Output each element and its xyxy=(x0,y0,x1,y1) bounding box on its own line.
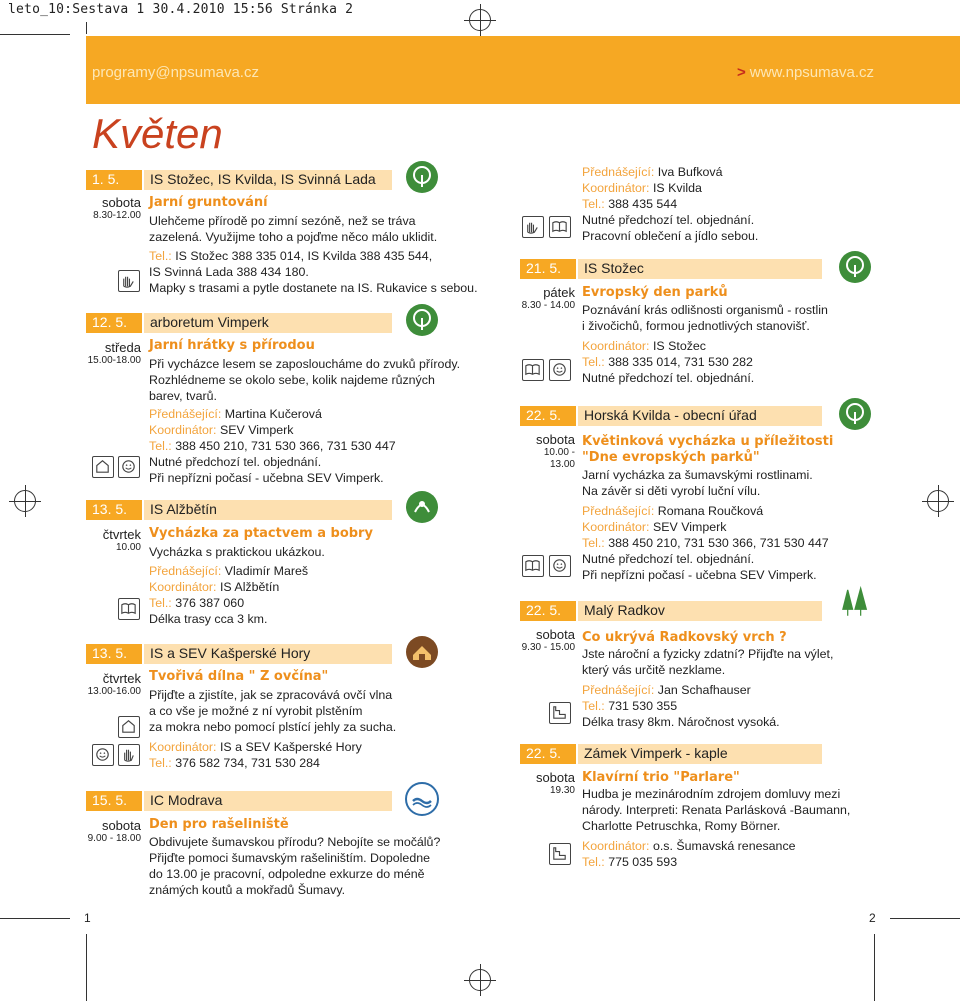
event-date-bar xyxy=(86,644,142,664)
event-date-bar xyxy=(86,500,142,520)
book-icon xyxy=(118,598,140,620)
event-when xyxy=(520,433,575,471)
event-info: Tel.: IS Stožec 388 335 014, IS Kvilda 388 435 544, IS Svinná Lada 388 434 180. Mapky s trasami a pytle dostanete na IS. Rukavice s sebou. xyxy=(149,249,478,295)
print-slug: leto_10:Sestava 1 30.4.2010 15:56 Stránka 2 xyxy=(8,2,354,17)
book-icon xyxy=(522,359,544,381)
event-time: 15.00-18.00 xyxy=(87,355,141,366)
tree-badge-icon xyxy=(838,397,872,431)
event-day: čtvrtek xyxy=(102,527,141,542)
tree-badge-icon xyxy=(838,250,872,284)
event-venue: IS Stožec xyxy=(578,259,822,279)
event-date: 13. 5. xyxy=(92,501,128,517)
event-date-bar xyxy=(520,259,576,279)
forest-icon xyxy=(838,585,880,627)
book-icon xyxy=(522,555,544,577)
event-description: Ulehčeme přírodě po zimní sezóně, než se tráva zazelená. Využijme toho a pojďme něco málo uklidit. xyxy=(149,214,438,244)
event-date: 22. 5. xyxy=(526,602,562,618)
registration-mark xyxy=(927,490,949,512)
event-venue: IS a SEV Kašperské Hory xyxy=(144,644,392,664)
steps-icon xyxy=(549,843,571,865)
event-date: 22. 5. xyxy=(526,745,562,761)
smile-icon xyxy=(549,359,571,381)
event-when xyxy=(86,341,141,367)
event-date-bar xyxy=(520,744,576,764)
tree-badge-icon xyxy=(405,303,439,337)
website-url: www.npsumava.cz xyxy=(749,64,874,81)
house-icon xyxy=(118,716,140,738)
registration-mark xyxy=(14,490,36,512)
event-title: Evropský den parků xyxy=(582,285,728,300)
website-link[interactable] xyxy=(737,64,874,81)
event-time: 8.30 - 14.00 xyxy=(521,300,575,311)
event-time: 9.30 - 15.00 xyxy=(521,642,575,653)
event-title: Vycházka za ptactvem a bobry xyxy=(149,526,373,541)
event-info: Koordinátor: IS a SEV Kašperské Hory Tel.: 376 582 734, 731 530 284 xyxy=(149,740,362,770)
event-info: Koordinátor: IS Stožec Tel.: 388 335 014, 731 530 282 Nutné předchozí tel. objednání. xyxy=(582,339,755,385)
event-date-bar xyxy=(86,170,142,190)
registration-mark xyxy=(469,969,491,991)
event-title-line2: "Dne evropských parků" xyxy=(582,450,760,465)
event-title: Klavírní trio "Parlare" xyxy=(582,770,740,785)
event-venue: IS Alžbětín xyxy=(144,500,392,520)
event-day: sobota xyxy=(535,627,575,642)
event-info: Přednášející: Martina Kučerová Koordinátor: SEV Vimperk Tel.: 388 450 210, 731 530 366, 731 530 447 Nutné předchozí tel. objednání. Při nepřízni počasí - učebna SEV Vimperk. xyxy=(149,407,396,485)
event-date-bar xyxy=(86,313,142,333)
event-when xyxy=(520,286,575,312)
water-badge-icon xyxy=(405,782,439,816)
event-title: Tvořivá dílna " Z ovčína" xyxy=(149,669,329,684)
event-title: Co ukrývá Radkovský vrch ? xyxy=(582,630,787,645)
event-title: Květinková vycházka u příležitosti xyxy=(582,434,834,449)
event-description: Vycházka s praktickou ukázkou. xyxy=(149,545,325,559)
event-when xyxy=(520,771,575,797)
event-day: sobota xyxy=(535,770,575,785)
smile-icon xyxy=(549,555,571,577)
event-when xyxy=(86,528,141,554)
event-when xyxy=(86,819,141,845)
event-date: 21. 5. xyxy=(526,260,562,276)
event-info: Koordinátor: o.s. Šumavská renesance Tel.: 775 035 593 xyxy=(582,839,796,869)
event-when xyxy=(86,672,141,698)
event-date: 13. 5. xyxy=(92,645,128,661)
event-time: 8.30-12.00 xyxy=(93,210,141,221)
event-when xyxy=(520,628,575,654)
event-date: 12. 5. xyxy=(92,314,128,330)
event-date-bar xyxy=(520,406,576,426)
smile-icon xyxy=(118,456,140,478)
hands-icon xyxy=(118,270,140,292)
event-time: 9.00 - 18.00 xyxy=(87,833,141,844)
page-number-right: 2 xyxy=(869,911,876,925)
hand-icon xyxy=(118,744,140,766)
event-day: sobota xyxy=(101,818,141,833)
event-description: Poznávání krás odlišnosti organismů - rostlin i živočichů, formou jednotlivých stanovišť. xyxy=(582,303,828,333)
event-venue: IC Modrava xyxy=(144,791,392,811)
event-venue: IS Stožec, IS Kvilda, IS Svinná Lada xyxy=(144,170,392,190)
event-description: Obdivujete šumavskou přírodu? Nebojíte se močálů? Přijďte pomoci šumavským rašeliništím. Dopoledne do 13.00 je pracovní, odpoledne exkurze do méně známých koutů a mokřadů Šumavy. xyxy=(149,835,441,897)
event-date: 1. 5. xyxy=(92,171,120,187)
steps-icon xyxy=(549,702,571,724)
event-venue: arboretum Vimperk xyxy=(144,313,392,333)
event-title: Jarní hrátky s přírodou xyxy=(149,338,315,353)
event-description: Hudba je mezinárodním zdrojem domluvy mezi národy. Interpreti: Renata Parlásková -Baumann, Charlotte Petruschka, Romy Börner. xyxy=(582,787,851,833)
event-day: středa xyxy=(104,340,141,355)
contact-email[interactable]: programy@npsumava.cz xyxy=(92,64,259,81)
event-description: Při vycházce lesem se zaposloucháme do zvuků přírody. Rozhlédneme se okolo sebe, kolik najdeme různých barev, tvarů. xyxy=(149,357,461,403)
event-title: Den pro rašeliniště xyxy=(149,817,289,832)
event-day: čtvrtek xyxy=(102,671,141,686)
event-day: pátek xyxy=(543,285,575,300)
event-info: Přednášející: Jan Schafhauser Tel.: 731 530 355 Délka trasy 8km. Náročnost vysoká. xyxy=(582,683,780,729)
tree-badge-icon xyxy=(405,490,439,524)
smile-icon xyxy=(92,744,114,766)
event-date: 15. 5. xyxy=(92,792,128,808)
arrow-icon: > xyxy=(737,64,746,81)
month-title: Květen xyxy=(92,110,223,157)
event-day: sobota xyxy=(101,195,141,210)
book-icon xyxy=(549,216,571,238)
event-info: Přednášející: Vladimír Mareš Koordinátor: IS Alžbětín Tel.: 376 387 060 Délka trasy cca 3 km. xyxy=(149,564,309,626)
event-when xyxy=(86,196,141,222)
event-date-bar xyxy=(520,601,576,621)
event-date-bar xyxy=(86,791,142,811)
event-venue: Malý Radkov xyxy=(578,601,822,621)
registration-mark xyxy=(469,9,491,31)
event-venue: Horská Kvilda - obecní úřad xyxy=(578,406,822,426)
event-info: Přednášející: Romana Roučková Koordinátor: SEV Vimperk Tel.: 388 450 210, 731 530 366, 731 530 447 Nutné předchozí tel. objednání. Při nepřízni počasí - učebna SEV Vimperk. xyxy=(582,504,829,582)
house-badge-icon xyxy=(405,635,439,669)
event-time: 10.00 - 13.00 xyxy=(543,447,575,470)
hands-icon xyxy=(522,216,544,238)
event-info: Přednášející: Iva Bufková Koordinátor: IS Kvilda Tel.: 388 435 544 Nutné předchozí tel. objednání. Pracovní oblečení a jídlo sebou. xyxy=(582,165,759,243)
event-date: 22. 5. xyxy=(526,407,562,423)
event-description: Jste nároční a fyzicky zdatní? Přijďte na výlet, který vás určitě nezklame. xyxy=(582,647,834,677)
house-icon xyxy=(92,456,114,478)
event-description: Jarní vycházka za šumavskými rostlinami. Na závěr si děti vyrobí luční vílu. xyxy=(582,468,813,498)
event-time: 19.30 xyxy=(549,785,575,796)
page-number-left: 1 xyxy=(84,911,91,925)
event-day: sobota xyxy=(535,432,575,447)
tree-badge-icon xyxy=(405,160,439,194)
event-title: Jarní gruntování xyxy=(149,195,268,210)
event-time: 13.00-16.00 xyxy=(87,686,141,697)
event-venue: Zámek Vimperk - kaple xyxy=(578,744,822,764)
event-time: 10.00 xyxy=(115,542,141,553)
event-description: Přijďte a zjistíte, jak se zpracovává ovčí vlna a co vše je možné z ní vyrobit plstěním za mokra nebo pomocí plstící jehly za sucha. xyxy=(149,688,397,734)
